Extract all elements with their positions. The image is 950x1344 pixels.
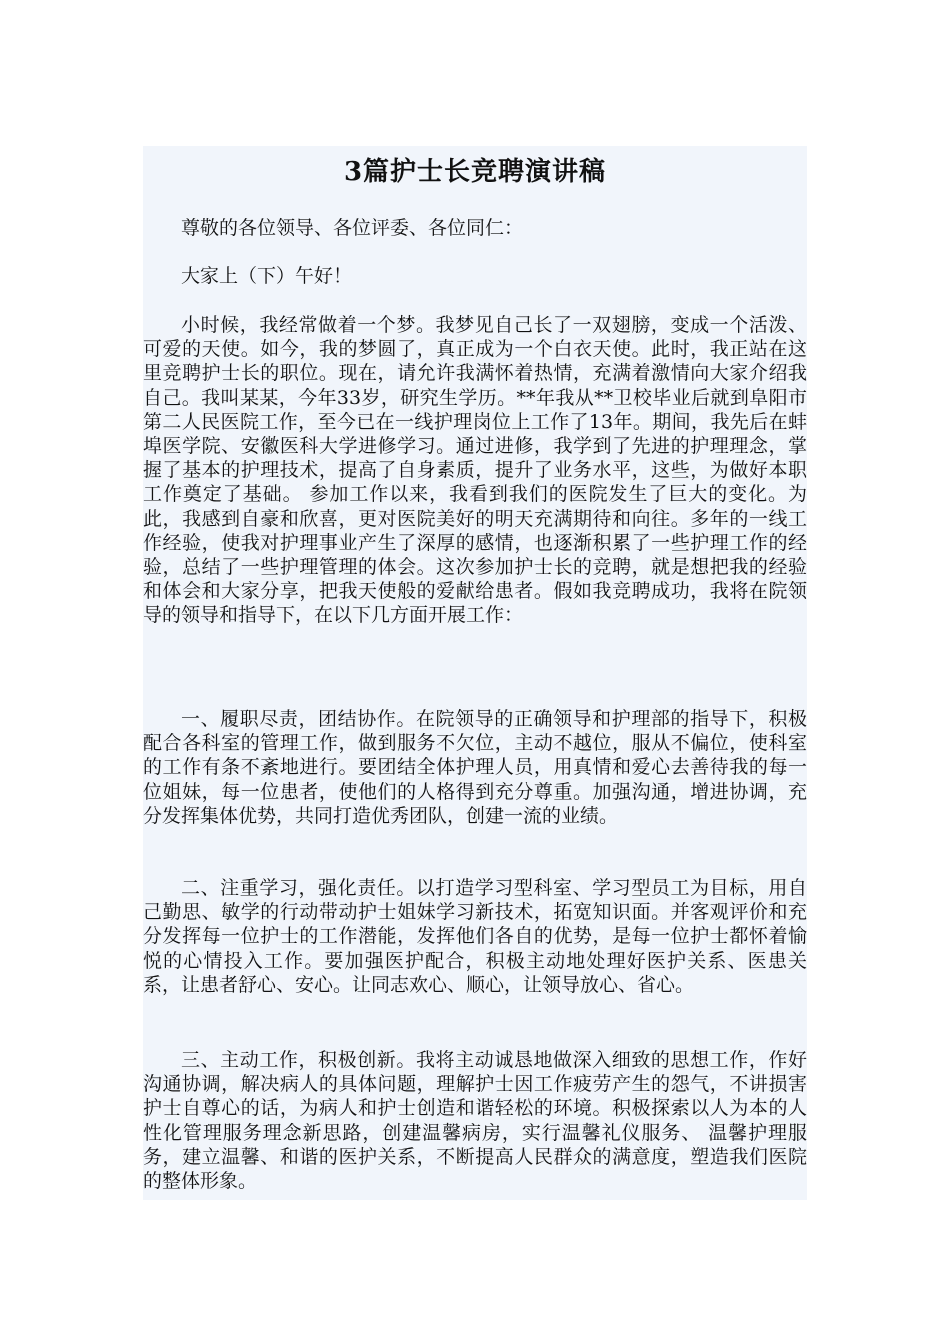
document-title: 3篇护士长竞聘演讲稿 [343, 157, 607, 187]
plan-item-2-paragraph: 二、注重学习，强化责任。以打造学习型科室、学习型员工为目标，用自己勤思、敏学的行动带动护士姐妹学习新技术，拓宽知识面。并客观评价和充分发挥每一位护士的工作潜能，发挥他们各自的优势，是每一位护士都怀着愉悦的心情投入工作。要加强医护配合，积极主动地处理好医护关系、医患关系，让患者舒心、安心。让同志欢心、顺心，让领导放心、省心。 [143, 877, 807, 996]
plan-item-1-paragraph: 一、履职尽责，团结协作。在院领导的正确领导和护理部的指导下，积极配合各科室的管理工作，做到服务不欠位，主动不越位，服从不偏位，使科室的工作有条不紊地进行。要团结全体护理人员，用真情和爱心去善待我的每一位姐妹，每一位患者，使他们的人格得到充分尊重。加强沟通，增进协调，充分发挥集体优势，共同打造优秀团队，创建一流的业绩。 [143, 708, 807, 827]
text-highlight-block [143, 146, 807, 1200]
plan-item-3-paragraph: 三、主动工作，积极创新。我将主动诚恳地做深入细致的思想工作，作好沟通协调，解决病人的具体问题，理解护士因工作疲劳产生的怨气，不讲损害护士自尊心的话，为病人和护士创造和谐轻松的环境。积极探索以人为本的人性化管理服务理念新思路，创建温馨病房，实行温馨礼仪服务、 温馨护理服务，建立温馨、和谐的医护关系，不断提高人民群众的满意度，塑造我们医院的整体形象。 [143, 1049, 807, 1193]
introduction-paragraph: 小时候，我经常做着一个梦。我梦见自己长了一双翅膀，变成一个活泼、可爱的天使。如今，我的梦圆了，真正成为一个白衣天使。此时，我正站在这里竞聘护士长的职位。现在，请允许我满怀着热情，充满着激情向大家介绍我自己。我叫某某，今年33岁，研究生学历。**年我从**卫校毕业后就到阜阳市第二人民医院工作，至今已在一线护理岗位上工作了13年。期间，我先后在蚌埠医学院、安徽医科大学进修学习。通过进修，我学到了先进的护理理念，掌握了基本的护理技术，提高了自身素质，提升了业务水平，这些，为做好本职工作奠定了基础。 参加工作以来，我看到我们的医院发生了巨大的变化。为此，我感到自豪和欣喜，更对医院美好的明天充满期待和向往。多年的一线工作经验，使我对护理事业产生了深厚的感情，也逐渐积累了一些护理工作的经验，总结了一些护理管理的体会。这次参加护士长的竞聘，就是想把我的经验和体会和大家分享，把我天使般的爱献给患者。假如我竞聘成功，我将在院领导的领导和指导下，在以下几方面开展工作： [143, 314, 807, 627]
greeting-paragraph: 大家上（下）午好！ [181, 265, 353, 287]
salutation-paragraph: 尊敬的各位领导、各位评委、各位同仁： [181, 217, 524, 239]
